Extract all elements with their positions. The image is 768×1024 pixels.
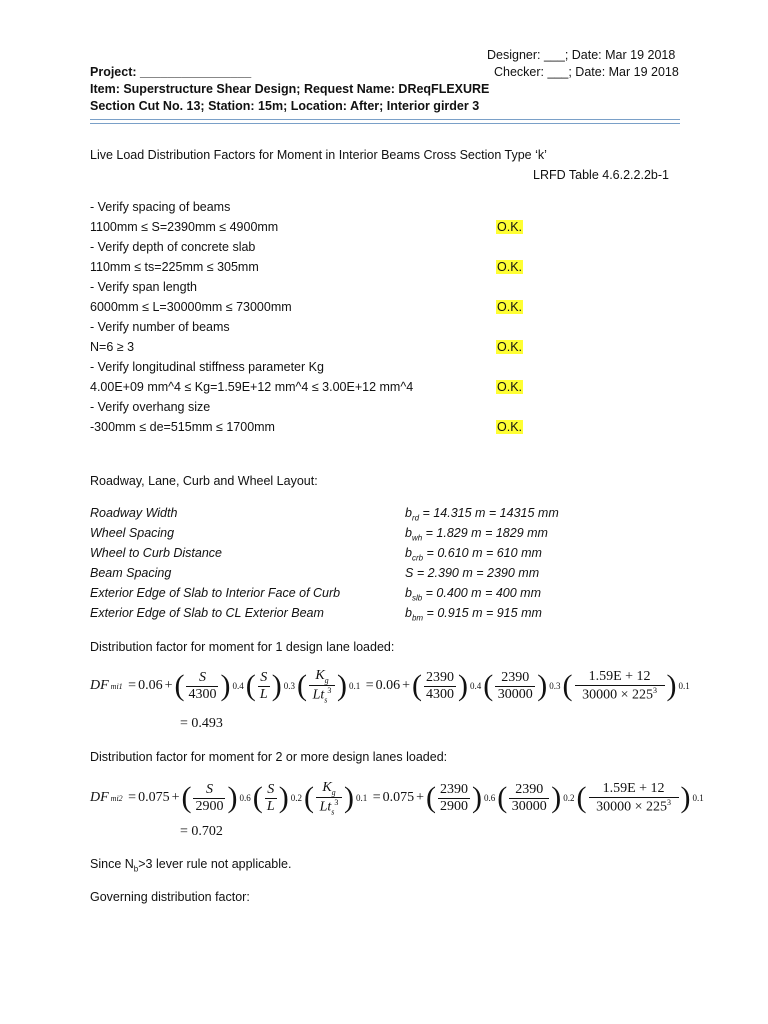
section-line: Section Cut No. 13; Station: 15m; Location: After; Interior girder 3 [90,99,480,113]
layout-row-name: Wheel Spacing [90,526,175,540]
check-label: - Verify spacing of beams [90,200,231,214]
check-label: - Verify longitudinal stiffness parameter Kg [90,360,324,374]
df2-result: = 0.702 [180,824,223,839]
check-condition: 4.00E+09 mm^4 ≤ Kg=1.59E+12 mm^4 ≤ 3.00E+12 mm^4 [90,380,414,394]
header-rule-thin [90,123,680,124]
layout-row-value: $b_{wh} = 1.829$ m = 1829 mm [405,526,548,543]
lever-rule-note: Since $N_b>3$ lever rule not applicable. [90,857,292,874]
checker-line: Checker: ___; Date: Mar 19 2018 [494,65,679,79]
project-line: Project: ________________ [90,65,252,79]
df1-result: = 0.493 [180,716,223,731]
check-condition: -300mm ≤ de=515mm ≤ 1700mm [90,420,275,434]
layout-row-value: $b_{crb} = 0.610$ m = 610 mm [405,546,542,563]
df1-title: Distribution factor for moment for 1 design lane loaded: [90,640,395,654]
layout-row-name: Beam Spacing [90,566,172,580]
check-label: - Verify span length [90,280,198,294]
layout-row-value: $b_{bm} = 0.915$ m = 915 mm [405,606,542,623]
layout-row-value: S = 2.390 m = 2390 mm [405,566,540,580]
df2-title: Distribution factor for moment for 2 or more design lanes loaded: [90,750,448,764]
check-status: O.K. [497,220,523,234]
check-status: O.K. [497,340,523,354]
check-status: O.K. [497,260,523,274]
check-label: - Verify number of beams [90,320,230,334]
layout-row-name: Wheel to Curb Distance [90,546,223,560]
check-status: O.K. [497,420,523,434]
layout-title: Roadway, Lane, Curb and Wheel Layout: [90,474,318,488]
check-label: - Verify overhang size [90,400,211,414]
section-title: Live Load Distribution Factors for Moment in Interior Beams Cross Section Type ‘k’ [90,148,547,162]
layout-row-name: Exterior Edge of Slab to CL Exterior Beam [90,606,324,620]
check-status: O.K. [497,300,523,314]
layout-row-name: Roadway Width [90,506,178,520]
df2-equation: DF mi2 = 0.075 + ( S 2900 ) 0.6 ( S L ) 0.2 ( $K_g$ $Lt_s^3$ ) 0.1 = 0.075 + ( 2390 2900 ) 0.6 ( 2390 30000 ) 0.2 ( 1.59E + 12 $30000 \times 225^3$ ) 0.1 [90,780,704,817]
check-status: O.K. [497,380,523,394]
check-condition: N=6 ≥ 3 [90,340,135,354]
layout-row-value: $b_{slb} = 0.400$ m = 400 mm [405,586,541,603]
governing-title: Governing distribution factor: [90,890,250,904]
df1-equation: DF mi1 = 0.06 + ( S 4300 ) 0.4 ( S L ) 0.3 ( $K_g$ $Lt_s^3$ ) 0.1 = 0.06 + ( 2390 4300 ) 0.4 ( 2390 30000 ) 0.3 ( 1.59E + 12 $30000 \times 225^3$ ) 0.1 [90,668,690,705]
check-label: - Verify depth of concrete slab [90,240,256,254]
designer-line: Designer: ___; Date: Mar 19 2018 [487,48,676,62]
check-condition: 110mm ≤ ts=225mm ≤ 305mm [90,260,259,274]
layout-row-value: $b_{rd} = 14.315$ m = 14315 mm [405,506,559,523]
item-line: Item: Superstructure Shear Design; Request Name: DReqFLEXURE [90,82,490,96]
layout-row-name: Exterior Edge of Slab to Interior Face of Curb [90,586,341,600]
check-condition: 1100mm ≤ S=2390mm ≤ 4900mm [90,220,279,234]
header-rule [90,119,680,120]
check-condition: 6000mm ≤ L=30000mm ≤ 73000mm [90,300,292,314]
lrfd-reference: LRFD Table 4.6.2.2.2b-1 [533,168,669,182]
